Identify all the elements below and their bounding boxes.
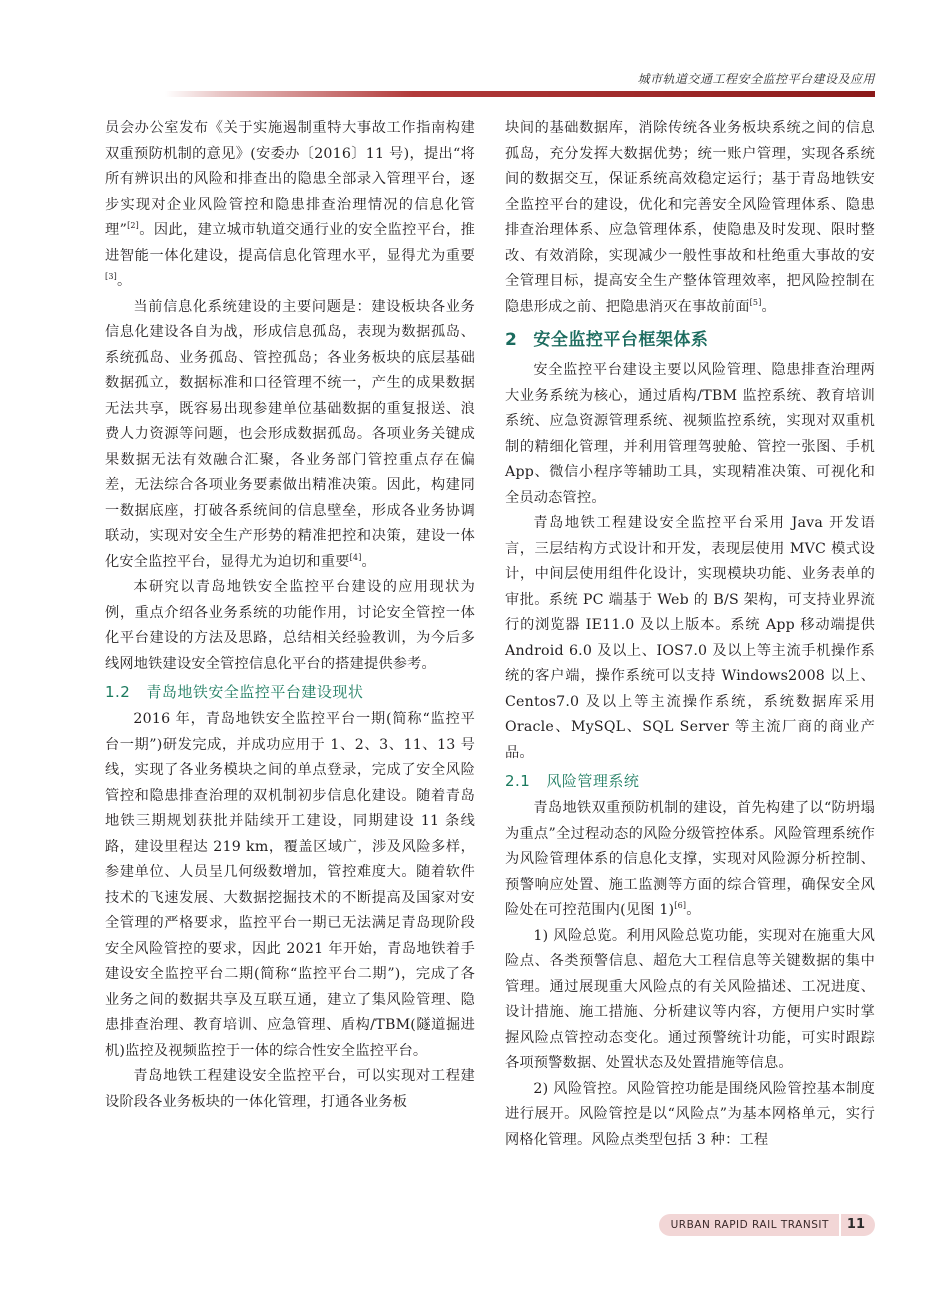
- paragraph: 本研究以青岛地铁安全监控平台建设的应用现状为例，重点介绍各业务系统的功能作用，讨论安全管控一体化平台建设的方法及思路，总结相关经验教训，为今后多线网地铁建设安全管控信息化平台的搭建提供参考。: [105, 579, 475, 672]
- paragraph: 青岛地铁双重预防机制的建设，首先构建了以“防坍塌为重点”全过程动态的风险分级管控体系。风险管理系统作为风险管理体系的信息化支撑，实现对风险源分析控制、预警响应处置、施工监测等方面的综合管理，确保安全风险处在可控范围内(见图 1)[6]。: [505, 800, 875, 918]
- paragraph: 1) 风险总览。利用风险总览功能，实现对在施重大风险点、各类预警信息、超危大工程信息等关键数据的集中管理。通过展现重大风险点的有关风险描述、工况进度、设计措施、施工措施、分析建议等内容，方便用户实时掌握风险点管控动态变化。通过预警统计功能，可实时跟踪各项预警数据、处置状态及处置措施等信息。: [505, 927, 875, 1071]
- page-number: 11: [839, 1214, 875, 1236]
- citation[interactable]: [2]: [127, 221, 139, 230]
- journal-name: URBAN RAPID RAIL TRANSIT: [659, 1214, 839, 1236]
- paragraph: 青岛地铁工程建设安全监控平台采用 Java 开发语言，三层结构方式设计和开发，表现层使用 MVC 模式设计，中间层使用组件化设计，实现模块功能、业务表单的审批。系统 PC 端基于 Web 的 B/S 架构，可支持业界流行的浏览器 IE11.0 及以上版本。系统 App 移动端提供 Android 6.0 及以上、IOS7.0 及以上等主流手机操作系统的客户端，操作系统可以支持 Windows2008 以上、Centos7.0 及以上等主流操作系统，系统数据库采用 Oracle、MySQL、SQL Server 等主流厂商的商业产品。: [505, 515, 875, 761]
- right-column: [505, 116, 875, 1153]
- paragraph: 员会办公室发布《关于实施遏制重特大事故工作指南构建双重预防机制的意见》(安委办〔2016〕11 号)，提出“将所有辨识出的风险和排查出的隐患全部录入管理平台，逐步实现对企业风险管控和隐患排查治理情况的信息化管理”[2]。因此，建立城市轨道交通行业的安全监控平台，推进智能一体化建设，提高信息化管理水平，显得尤为重要[3]。: [105, 120, 475, 289]
- header-rule: [165, 91, 875, 97]
- left-column: [105, 116, 475, 1115]
- section-heading: 2 安全监控平台框架体系: [505, 330, 709, 350]
- running-header-title: 城市轨道交通工程安全监控平台建设及应用: [637, 72, 875, 86]
- citation[interactable]: [4]: [349, 552, 362, 562]
- paragraph: 块间的基础数据库，消除传统各业务板块系统之间的信息孤岛，充分发挥大数据优势；统一账户管理，实现各系统间的数据交互，保证系统高效稳定运行；基于青岛地铁安全监控平台的建设，优化和完善安全风险管理体系、隐患排查治理体系、应急管理体系，使隐患及时发现、限时整改、有效消除，实现减少一般性事故和杜绝重大事故的安全管理目标，提高安全生产整体管理效率，把风险控制在隐患形成之前、把隐患消灭在事故前面[5]。: [505, 120, 875, 315]
- citation[interactable]: [5]: [749, 297, 762, 307]
- citation[interactable]: [3]: [105, 272, 117, 281]
- paragraph: 青岛地铁工程建设安全监控平台，可以实现对工程建设阶段各业务板块的一体化管理，打通各业务板: [105, 1068, 475, 1110]
- paragraph: 2) 风险管控。风险管控功能是围绕风险管控基本制度进行展开。风险管控是以“风险点”为基本网格单元，实行网格化管理。风险点类型包括 3 种：工程: [505, 1080, 875, 1148]
- paragraph: 2016 年，青岛地铁安全监控平台一期(简称“监控平台一期”)研发完成，并成功应用于 1、2、3、11、13 号线，实现了各业务模块之间的单点登录，完成了安全风险管控和隐患排查治理的双机制初步信息化建设。随着青岛地铁三期规划获批并陆续开工建设，同期建设 11 条线路，建设里程达 219 km，覆盖区域广，涉及风险多样，参建单位、人员呈几何级数增加，管控难度大。随着软件技术的飞速发展、大数据挖掘技术的不断提高及国家对安全管理的严格要求，监控平台一期已无法满足青岛现阶段安全风险管控的要求，因此 2021 年开始，青岛地铁着手建设安全监控平台二期(简称“监控平台二期”)，完成了各业务之间的数据共享及互联互通，建立了集风险管理、隐患排查治理、教育培训、应急管理、盾构/TBM(隧道掘进机)监控及视频监控于一体的综合性安全监控平台。: [105, 711, 475, 1059]
- paragraph: 安全监控平台建设主要以风险管理、隐患排查治理两大业务系统为核心，通过盾构/TBM 监控系统、教育培训系统、应急资源管理系统、视频监控系统，实现对双重机制的精细化管理，并利用管理驾驶舱、管控一张图、手机 App、微信小程序等辅助工具，实现精准决策、可视化和全员动态管控。: [505, 362, 875, 506]
- subsection-heading: 2.1 风险管理系统: [505, 772, 640, 790]
- page-footer: [659, 1214, 875, 1236]
- citation[interactable]: [6]: [674, 901, 687, 910]
- paragraph: 当前信息化系统建设的主要问题是：建设板块各业务信息化建设各自为战，形成信息孤岛，表现为数据孤岛、系统孤岛、业务孤岛、管控孤岛；各业务板块的底层基础数据孤立，数据标准和口径管理不统一，产生的成果数据无法共享，既容易出现参建单位基础数据的重复报送、浪费人力资源等问题，也会形成数据孤岛。各项业务关键成果数据无法有效融合汇聚，各业务部门管控重点存在偏差，无法综合各项业务要素做出精准决策。因此，构建同一数据底座，打破各系统间的信息壁垒，形成各业务协调联动，实现对安全生产形势的精准把控和决策，建设一体化安全监控平台，显得尤为迫切和重要[4]。: [105, 298, 475, 570]
- section-heading: 1.2 青岛地铁安全监控平台建设现状: [105, 683, 364, 701]
